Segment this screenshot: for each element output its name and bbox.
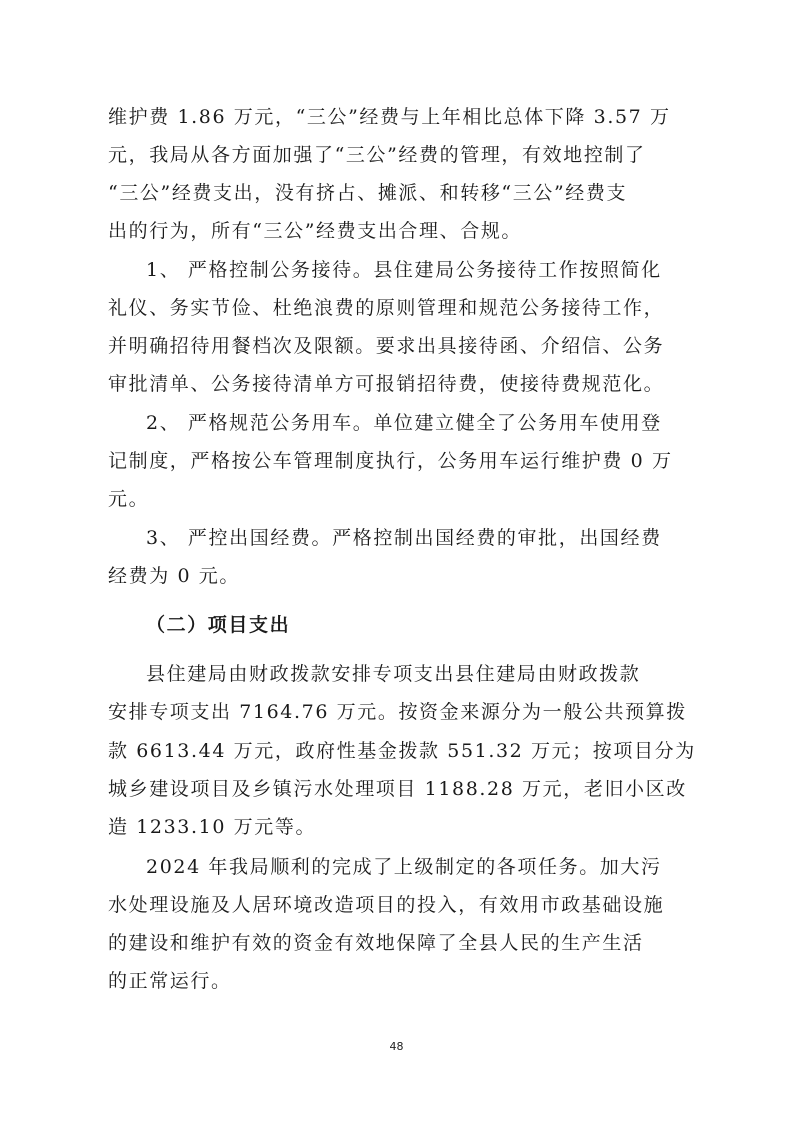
text-line: 元。	[108, 488, 150, 510]
text-line: 经费为 0 元。	[108, 565, 240, 587]
text-line: 元，我局从各方面加强了“三公”经费的管理，有效地控制了	[108, 144, 646, 166]
text-line: 城乡建设项目及乡镇污水处理项目 1188.28 万元，老旧小区改	[108, 778, 687, 800]
text-line: 3、 严控出国经费。严格控制出国经费的审批，出国经费	[146, 527, 662, 549]
text-line: 的建设和维护有效的资金有效地保障了全县人民的生产生活	[108, 932, 644, 954]
text-line: 的正常运行。	[108, 970, 232, 992]
text-line: 县住建局由财政拨款安排专项支出县住建局由财政拨款	[146, 663, 641, 685]
text-line: 审批清单、公务接待清单方可报销招待费，使接待费规范化。	[108, 373, 665, 395]
section-heading: （二）项目支出	[146, 614, 291, 636]
text-line: 2、 严格规范公务用车。单位建立健全了公务用车使用登	[146, 412, 662, 434]
text-line: 水处理设施及人居环境改造项目的投入，有效用市政基础设施	[108, 894, 665, 916]
text-line: 并明确招待用餐档次及限额。要求出具接待函、介绍信、公务	[108, 335, 665, 357]
text-line: 礼仪、务实节俭、杜绝浪费的原则管理和规范公务接待工作，	[108, 297, 665, 319]
text-line: 款 6613.44 万元，政府性基金拨款 551.32 万元；按项目分为	[108, 740, 696, 762]
text-line: 维护费 1.86 万元，“三公”经费与上年相比总体下降 3.57 万	[108, 106, 671, 128]
text-line: 出的行为，所有“三公”经费支出合理、合规。	[108, 220, 523, 242]
page-number: 48	[389, 1040, 404, 1053]
text-line: 记制度，严格按公车管理制度执行，公务用车运行维护费 0 万	[108, 450, 673, 472]
text-line: 安排专项支出 7164.76 万元。按资金来源分为一般公共预算拨	[108, 701, 687, 723]
text-line: 1、 严格控制公务接待。县住建局公务接待工作按照简化	[146, 259, 662, 281]
text-line: 2024 年我局顺利的完成了上级制定的各项任务。加大污	[146, 856, 662, 878]
text-line: 造 1233.10 万元等。	[108, 816, 317, 838]
text-line: “三公”经费支出，没有挤占、摊派、和转移“三公”经费支	[108, 182, 628, 204]
